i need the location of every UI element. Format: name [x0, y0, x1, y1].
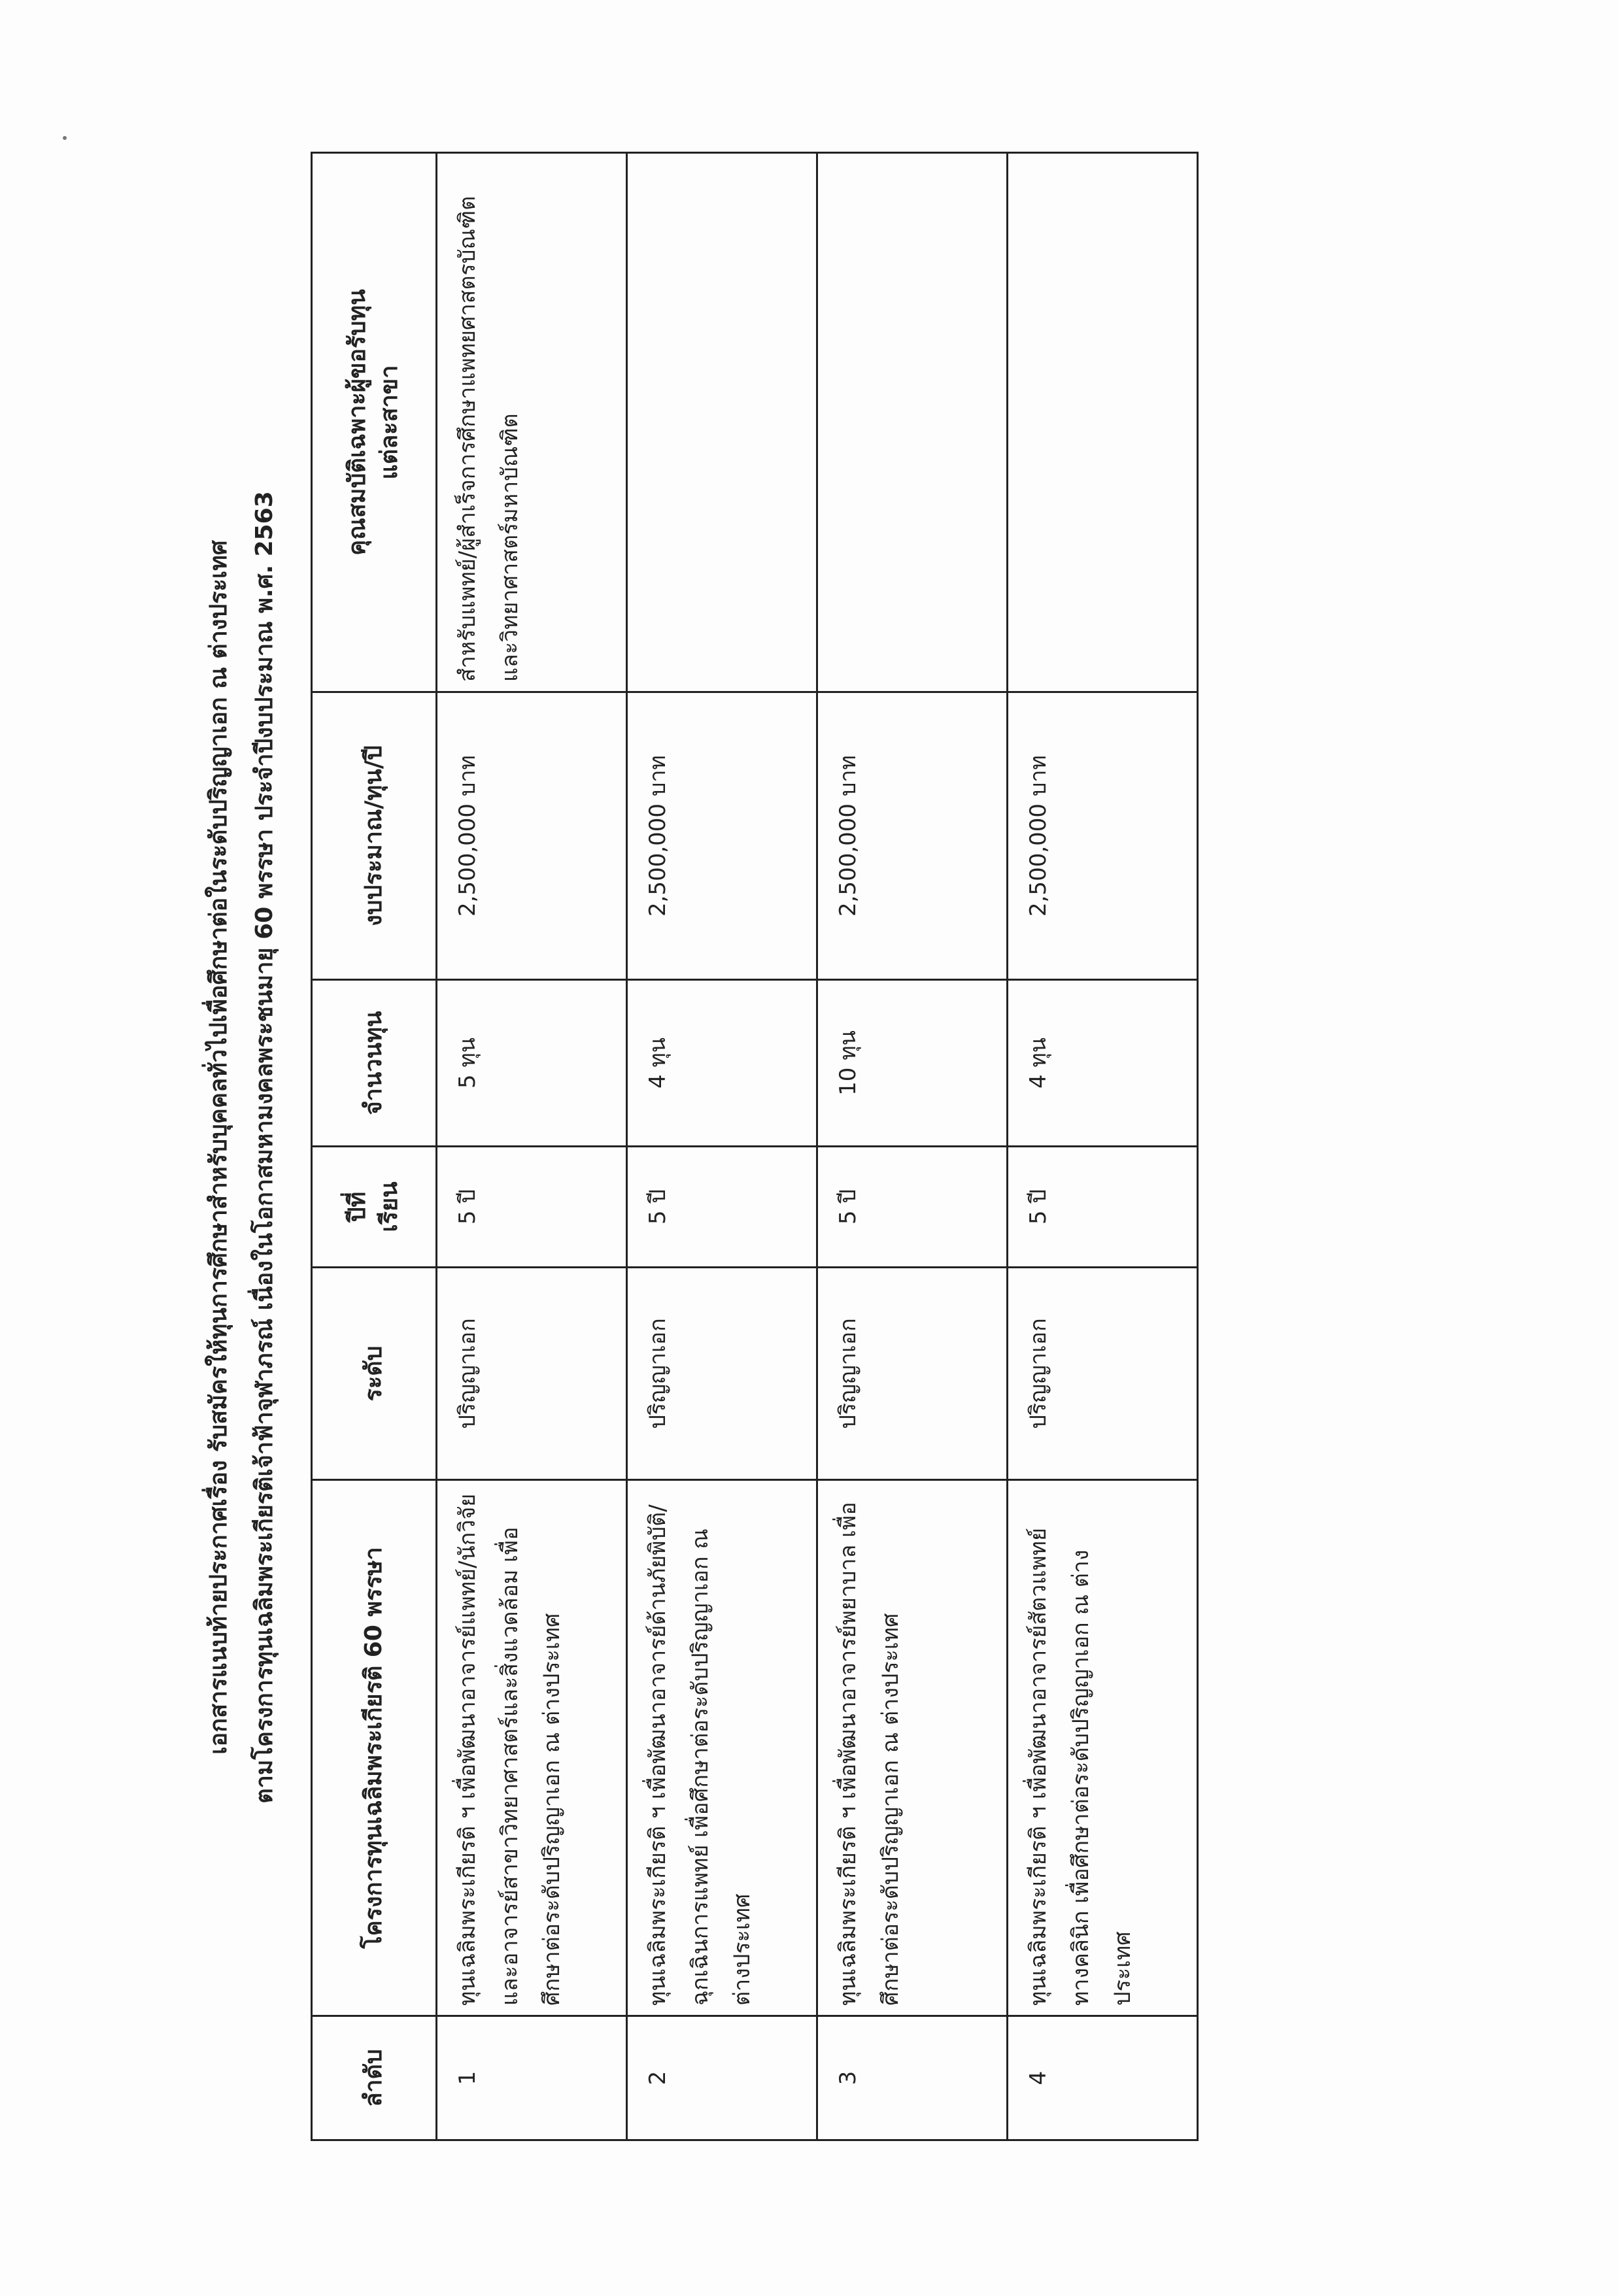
cell-count: 5 ทุน: [437, 980, 627, 1147]
cell-qualification: [627, 153, 817, 692]
column-header-level: ระดับ: [312, 1268, 437, 1480]
table-row: [1008, 153, 1198, 2140]
column-header-budget: งบประมาณ/ทุน/ปี: [312, 692, 437, 980]
cell-qualification: [817, 153, 1008, 692]
cell-no: 3: [817, 2016, 1008, 2140]
cell-years: 5 ปี: [437, 1147, 627, 1268]
column-header-project: โครงการทุนเฉลิมพระเกียรติ 60 พรรษา: [312, 1480, 437, 2016]
cell-qualification: [1008, 153, 1198, 692]
cell-count: 4 ทุน: [627, 980, 817, 1147]
table-row: [627, 153, 817, 2140]
cell-level: ปริญญาเอก: [1008, 1268, 1198, 1480]
column-header-qualification: [312, 153, 437, 692]
cell-count: 10 ทุน: [817, 980, 1008, 1147]
cell-level: ปริญญาเอก: [627, 1268, 817, 1480]
column-header-years-line-1: ปีที่: [344, 1191, 371, 1223]
header-title-line-1: เอกสารแนบท้ายประกาศเรื่อง รับสมัครให้ทุนการศึกษาสำหรับบุคคลทั่วไปเพื่อศึกษาต่อในระดับปริญญาเอก ณ ต่างประเทศ: [205, 540, 232, 1755]
document-header: [183, 154, 294, 2141]
scholarship-table: [311, 152, 1199, 2141]
cell-project: ทุนเฉลิมพระเกียรติ ฯ เพื่อพัฒนาอาจารย์พยาบาล เพื่อศึกษาต่อระดับปริญญาเอก ณ ต่างประเทศ: [817, 1480, 1008, 2016]
column-header-count: จำนวนทุน: [312, 980, 437, 1147]
scan-speck: [63, 136, 67, 140]
cell-project: ทุนเฉลิมพระเกียรติ ฯ เพื่อพัฒนาอาจารย์สัตวแพทย์ทางคลินิก เพื่อศึกษาต่อระดับปริญญาเอก ณ ต่างประเทศ: [1008, 1480, 1198, 2016]
column-header-qualification-line-1: คุณสมบัติเฉพาะผู้ขอรับทุน: [344, 289, 371, 556]
cell-project: ทุนเฉลิมพระเกียรติ ฯ เพื่อพัฒนาอาจารย์แพทย์/นักวิจัยและอาจารย์สาขาวิทยาศาสตร์และสิ่งแวดล้อม เพื่อศึกษาต่อระดับปริญญาเอก ณ ต่างประเทศ: [437, 1480, 627, 2016]
cell-qualification: สำหรับแพทย์/ผู้สำเร็จการศึกษาแพทยศาสตรบัณฑิตและวิทยาศาสตร์มหาบัณฑิต: [437, 153, 627, 692]
column-header-qualification-line-2: แต่ละสาขา: [376, 365, 403, 480]
header-title-line-2: ตามโครงการทุนเฉลิมพระเกียรติเจ้าฟ้าจุฬาภรณ์ เนื่องในโอกาสมหามงคลพระชนมายุ 60 พรรษา ประจำปีงบประมาณ พ.ศ. 2563: [251, 491, 278, 1804]
cell-budget: 2,500,000 บาท: [817, 692, 1008, 980]
cell-project: ทุนเฉลิมพระเกียรติ ฯ เพื่อพัฒนาอาจารย์ด้านภัยพิบัติ/ฉุกเฉินการแพทย์ เพื่อศึกษาต่อระดับปริญญาเอก ณ ต่างประเทศ: [627, 1480, 817, 2016]
table-header-row: [312, 153, 437, 2140]
cell-no: 2: [627, 2016, 817, 2140]
column-header-no: ลำดับ: [312, 2016, 437, 2140]
cell-level: ปริญญาเอก: [437, 1268, 627, 1480]
cell-years: 5 ปี: [627, 1147, 817, 1268]
cell-no: 4: [1008, 2016, 1198, 2140]
table-row: [437, 153, 627, 2140]
cell-level: ปริญญาเอก: [817, 1268, 1008, 1480]
column-header-years-line-2: เรียน: [376, 1181, 403, 1232]
cell-years: 5 ปี: [1008, 1147, 1198, 1268]
cell-budget: 2,500,000 บาท: [437, 692, 627, 980]
cell-count: 4 ทุน: [1008, 980, 1198, 1147]
document-page: [183, 154, 1327, 2141]
table-row: [817, 153, 1008, 2140]
cell-budget: 2,500,000 บาท: [1008, 692, 1198, 980]
cell-years: 5 ปี: [817, 1147, 1008, 1268]
cell-budget: 2,500,000 บาท: [627, 692, 817, 980]
column-header-years: [312, 1147, 437, 1268]
cell-no: 1: [437, 2016, 627, 2140]
